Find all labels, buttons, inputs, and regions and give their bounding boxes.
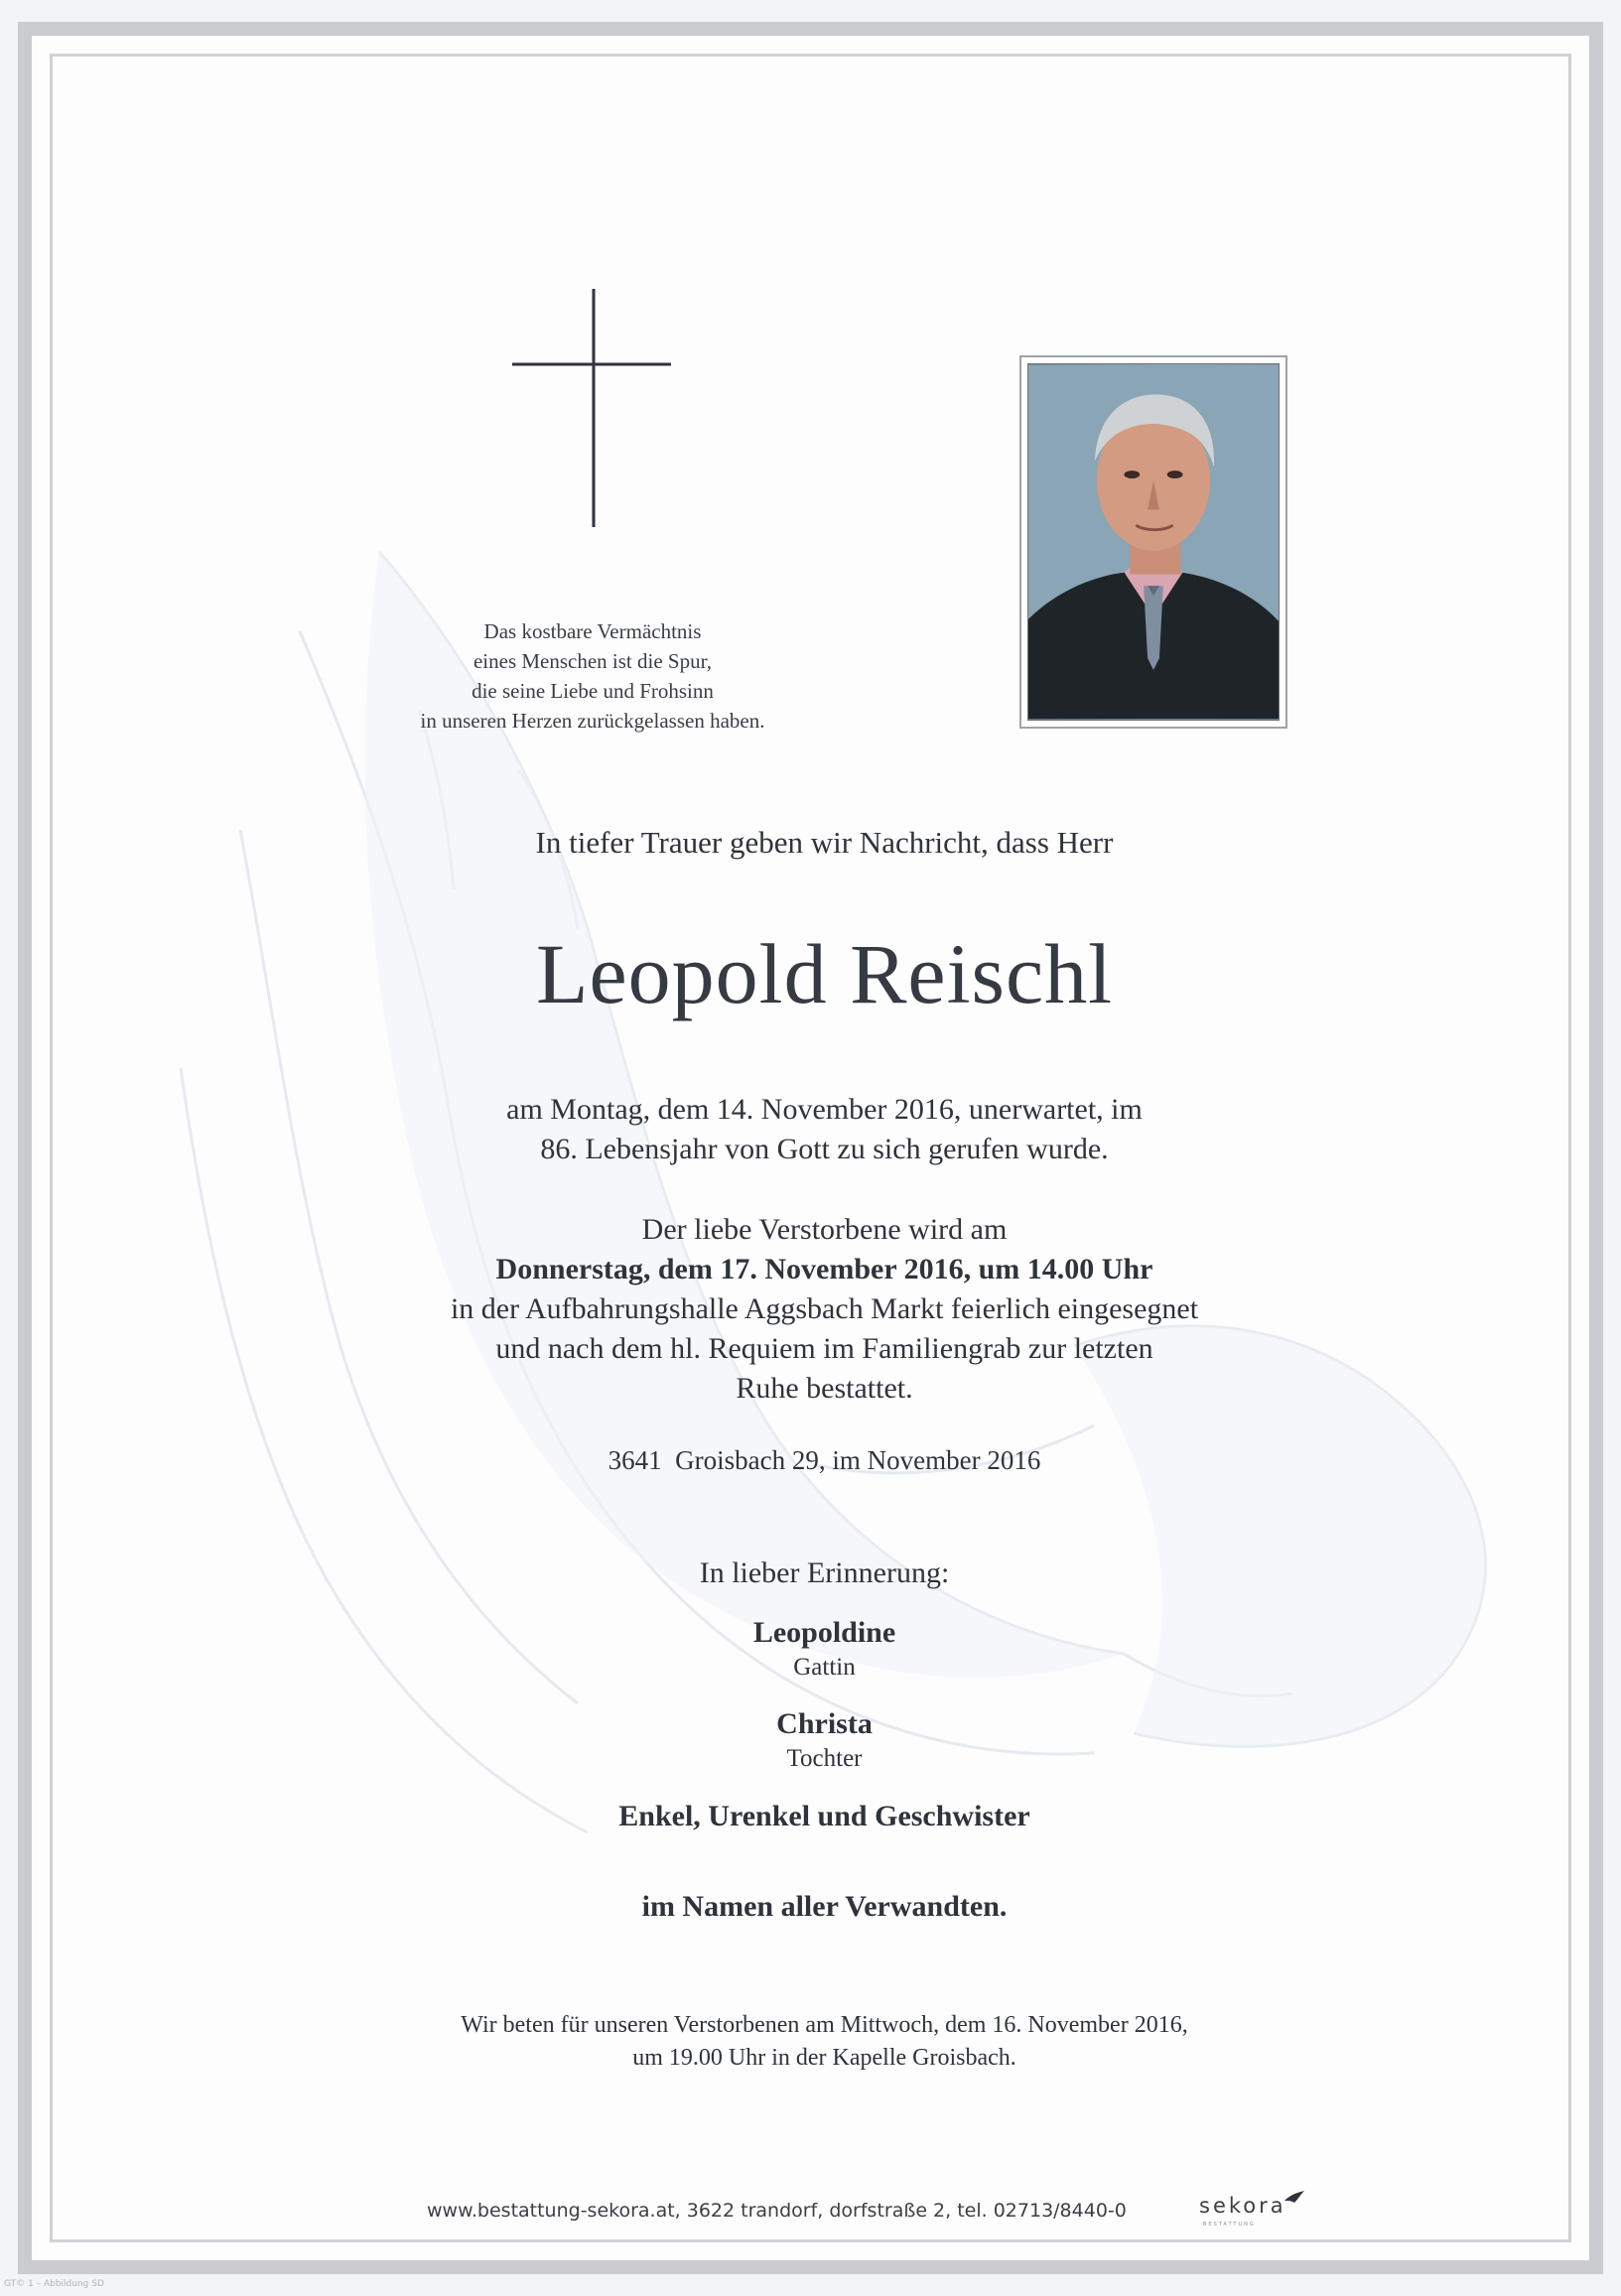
logo-subtitle: BESTATTUNG <box>1203 2222 1256 2228</box>
grandchildren-line: Enkel, Urenkel und Geschwister <box>618 1800 1030 1832</box>
death-notice-line: 86. Lebensjahr von Gott zu sich gerufen wurde. <box>540 1133 1109 1165</box>
place-date: 3641 Groisbach 29, im November 2016 <box>608 1445 1041 1475</box>
relative-name: Christa <box>776 1707 873 1740</box>
death-notice <box>32 1090 1617 1169</box>
footer-contact: www.bestattung-sekora.at, 3622 trandorf, dorfstraße 2, tel. 02713/8440-0 <box>427 2200 1127 2222</box>
prayer-line: um 19.00 Uhr in der Kapelle Groisbach. <box>632 2045 1016 2071</box>
relative-role: Tochter <box>786 1745 863 1772</box>
death-notice-line: am Montag, dem 14. November 2016, unerwartet, im <box>506 1093 1143 1126</box>
corner-code: GT© 1 – Abbildung SD <box>4 2279 104 2289</box>
prayer-notice <box>32 2009 1617 2075</box>
funeral-line: Ruhe bestattet. <box>736 1372 913 1405</box>
funeral-details <box>32 1210 1617 1409</box>
relative-role: Gattin <box>793 1654 856 1681</box>
on-behalf-line: im Namen aller Verwandten. <box>641 1890 1008 1923</box>
sekora-logo: sekora <box>1199 2194 1286 2218</box>
memorial-poem <box>330 616 856 736</box>
announcement-text: In tiefer Trauer geben wir Nachricht, dass Herr <box>535 825 1114 860</box>
poem-line: eines Menschen ist die Spur, <box>473 649 713 673</box>
cross-icon <box>512 289 671 527</box>
funeral-date-time: Donnerstag, dem 17. November 2016, um 14.00 Uhr <box>495 1253 1153 1285</box>
funeral-line: in der Aufbahrungshalle Aggsbach Markt feierlich eingesegnet <box>450 1292 1199 1325</box>
portrait-illustration <box>1028 364 1279 720</box>
deceased-name: Leopold Reischl <box>535 926 1114 1021</box>
poem-line: in unseren Herzen zurückgelassen haben. <box>420 709 765 733</box>
relative-name: Leopoldine <box>752 1616 896 1649</box>
funeral-line: Der liebe Verstorbene wird am <box>641 1213 1008 1246</box>
obituary-sheet <box>18 22 1603 2274</box>
memory-heading: In lieber Erinnerung: <box>699 1556 950 1589</box>
prayer-line: Wir beten für unseren Verstorbenen am Mittwoch, dem 16. November 2016, <box>461 2012 1188 2038</box>
poem-line: die seine Liebe und Frohsinn <box>472 679 714 703</box>
bird-icon <box>1283 2189 1306 2207</box>
portrait-photo <box>1019 355 1287 729</box>
poem-line: Das kostbare Vermächtnis <box>483 619 702 643</box>
funeral-line: und nach dem hl. Requiem im Familiengrab zur letzten <box>495 1332 1153 1365</box>
